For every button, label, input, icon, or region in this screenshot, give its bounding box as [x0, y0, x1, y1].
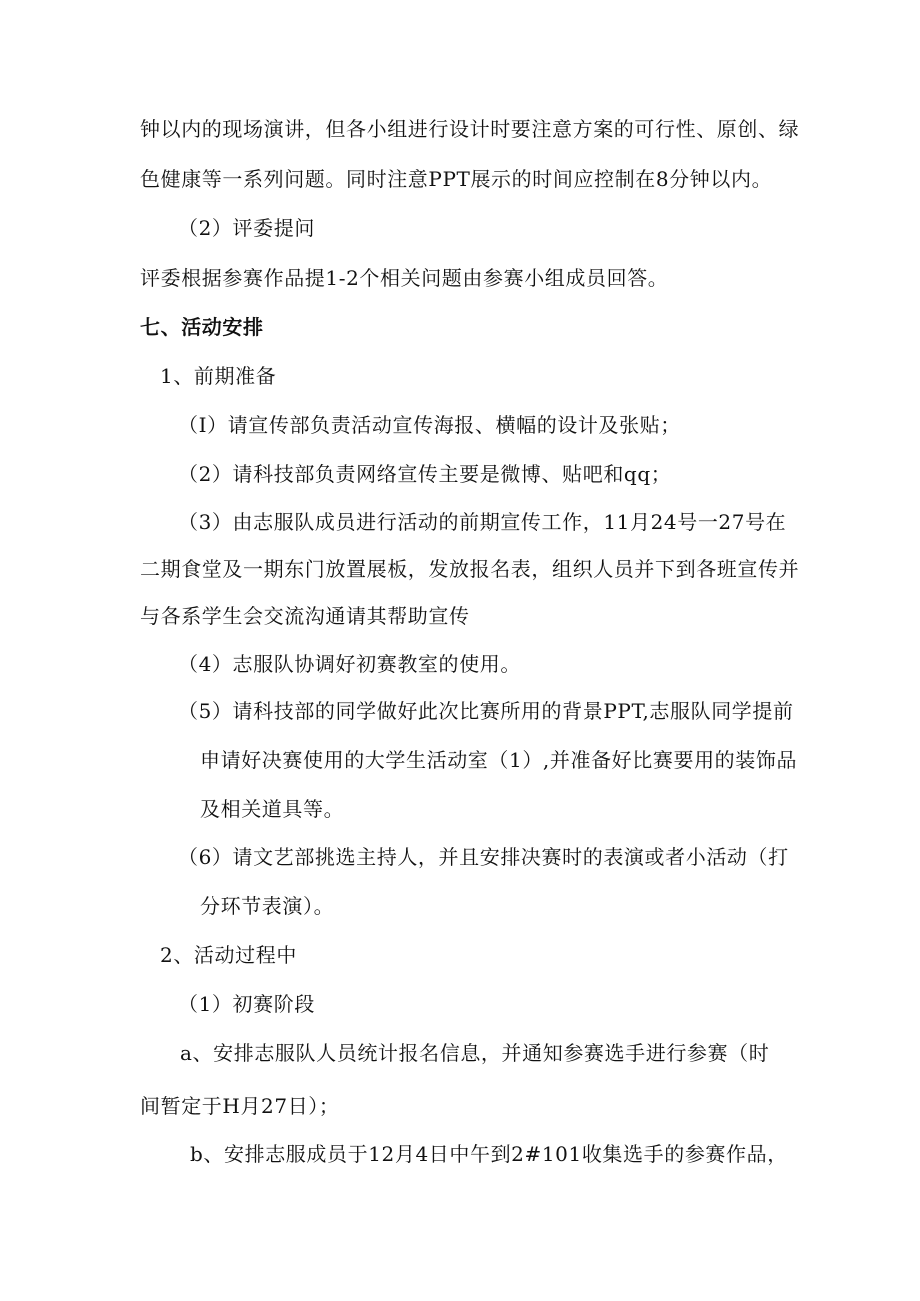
list-item: （I）请宣传部负责活动宣传海报、横幅的设计及张贴；	[178, 413, 681, 437]
body-line: 评委根据参赛作品提1-2个相关问题由参赛小组成员回答。	[140, 266, 669, 290]
body-line: 间暂定于H月27日）；	[140, 1094, 340, 1118]
body-line: 二期食堂及一期东门放置展板，发放报名表，组织人员并下到各班宣传并	[140, 557, 800, 581]
list-item: （6）请文艺部挑选主持人，并且安排决赛时的表演或者小活动（打	[178, 845, 789, 869]
list-item: （5）请科技部的同学做好此次比赛所用的背景PPT,志服队同学提前	[178, 699, 794, 723]
subheading: （1）初赛阶段	[178, 992, 315, 1016]
list-item: （2）请科技部负责网络宣传主要是微博、贴吧和qq；	[178, 462, 672, 486]
body-line: 钟以内的现场演讲，但各小组进行设计时要注意方案的可行性、原创、绿	[140, 117, 800, 141]
subsection-heading: 2、活动过程中	[160, 943, 297, 967]
subsection-heading: 1、前期准备	[160, 364, 277, 388]
body-line: 与各系学生会交流沟通请其帮助宣传	[140, 604, 470, 628]
body-line: 色健康等一系列问题。同时注意PPT展示的时间应控制在8分钟以内。	[140, 167, 773, 191]
list-item: （3）由志服队成员进行活动的前期宣传工作，11月24号一27号在	[178, 510, 787, 534]
list-item-continuation: 及相关道具等。	[200, 797, 345, 821]
list-item: （4）志服队协调好初赛教室的使用。	[178, 652, 521, 676]
subheading: （2）评委提问	[178, 216, 315, 240]
list-item: b、安排志服成员于12月4日中午到2#101收集选手的参赛作品，	[190, 1142, 788, 1166]
section-heading: 七、活动安排	[140, 315, 264, 339]
list-item: a、安排志服队人员统计报名信息，并通知参赛选手进行参赛（时	[180, 1041, 770, 1065]
list-item-continuation: 申请好决赛使用的大学生活动室（1）,并准备好比赛要用的装饰品	[200, 748, 798, 772]
list-item-continuation: 分环节表演）。	[200, 894, 335, 918]
